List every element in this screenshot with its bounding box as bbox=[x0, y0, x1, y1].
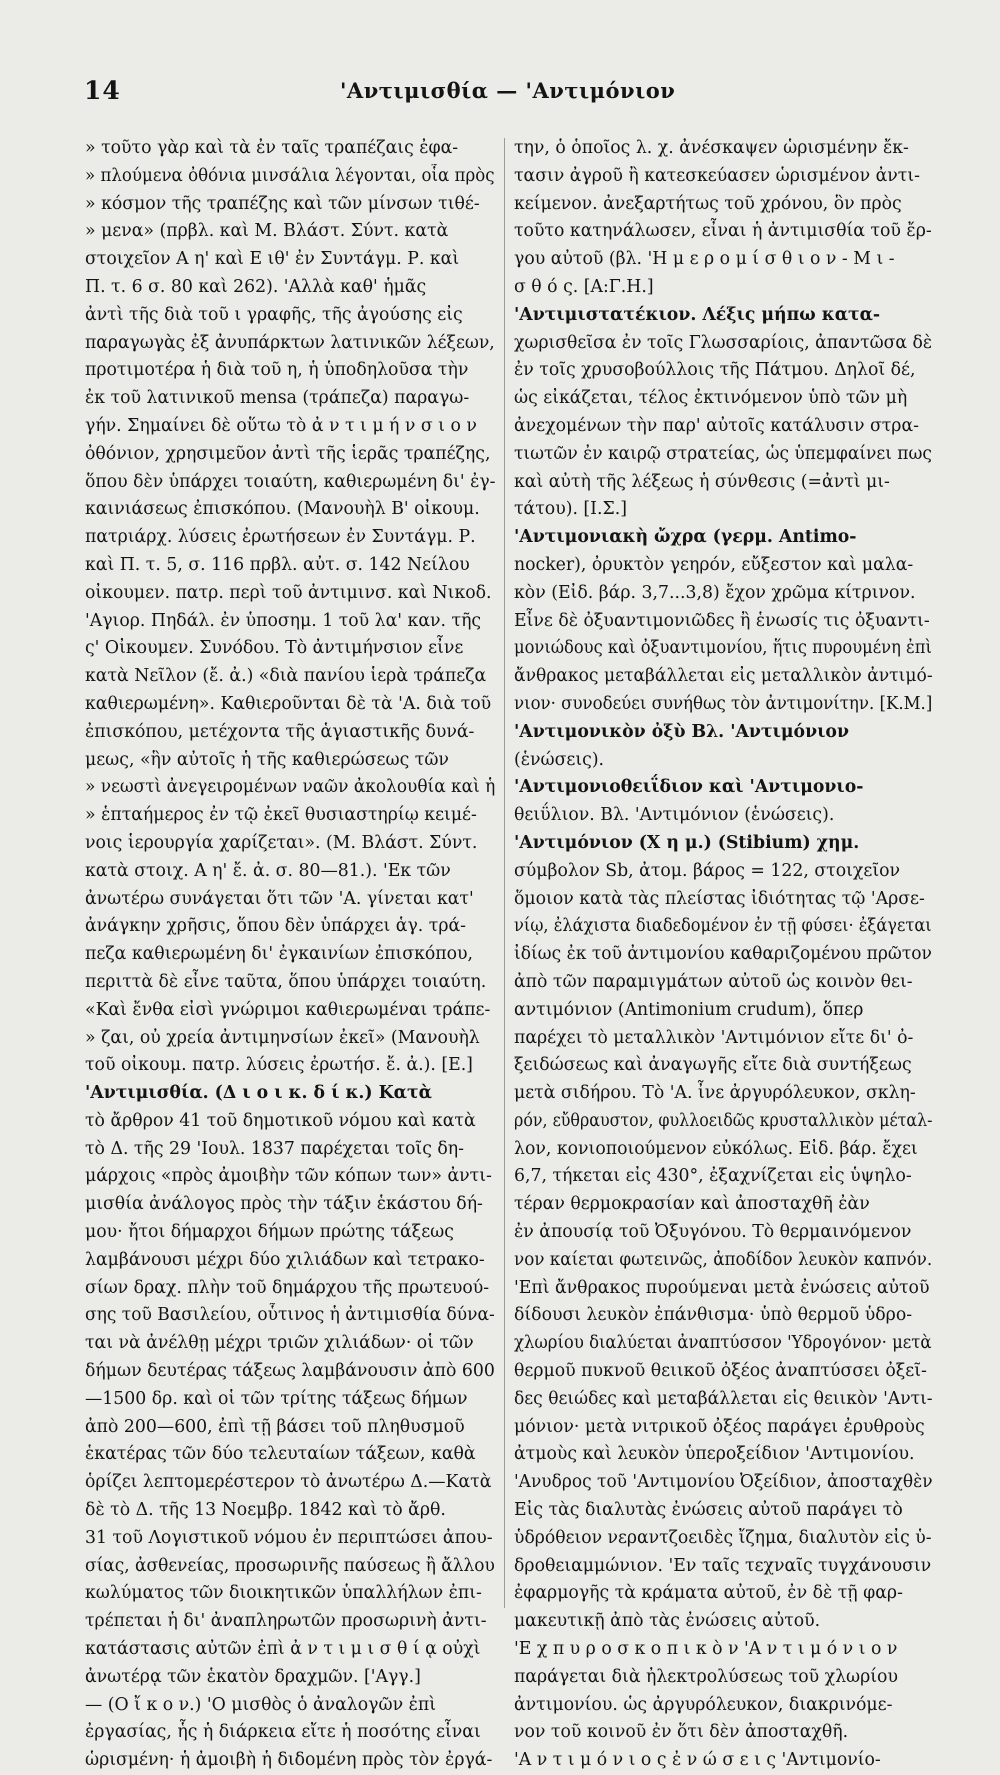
text-line: τασιν ἀγροῦ ἢ κατεσκεύασεν ὡρισμένον ἀντι- bbox=[514, 165, 920, 186]
text-line: 'Αντιμόνιον (Χ η μ.) (Stibium) χημ. bbox=[514, 832, 860, 853]
text-line: μετὰ σιδήρου. Τὸ 'Α. ἶνε ἀργυρόλευκον, σκλη- bbox=[514, 1083, 916, 1104]
text-line: μάρχοις «πρὸς ἀμοιβὴν τῶν κόπων των» ἀντι- bbox=[85, 1166, 492, 1187]
text-line: ὁρίζει λεπτομερέστερον τὸ ἀνωτέρω Δ.—Κατὰ bbox=[85, 1472, 492, 1493]
text-line: «Καὶ ἔνθα εἰσὶ γνώριμοι καθιερωμέναι τράπε- bbox=[85, 999, 491, 1020]
text-line: 'Αντιμονιοθειΐδιον καὶ 'Αντιμονιο- bbox=[514, 777, 864, 798]
text-line: καθιερωμένη». Καθιεροῦνται δὲ τὰ 'Α. διὰ τοῦ bbox=[85, 693, 492, 714]
text-line: παραγωγὰς ἐξ ἀνυπάρκτων λατινικῶν λέξεων, bbox=[85, 332, 495, 353]
text-line: πατριάρχ. λύσεις ἐρωτήσεων ἐν Συντάγμ. Ρ. bbox=[85, 527, 476, 548]
text-line: περιττὰ δὲ εἶνε ταῦτα, ὅπου ὑπάρχει τοιαύτη. bbox=[85, 971, 487, 992]
text-line: ἐργασίας, ἧς ἡ διάρκεια εἴτε ἡ ποσότης εἶναι bbox=[85, 1722, 481, 1743]
text-line: ἰδίως ἐκ τοῦ ἀντιμονίου καθαριζομένου πρῶτον bbox=[514, 944, 932, 965]
text-line: ἀντὶ τῆς διὰ τοῦ ι γραφῆς, τῆς ἀγούσης εἰς bbox=[85, 304, 463, 325]
text-line: θερμοῦ πυκνοῦ θειικοῦ ὀξέος ἀναπτύσσει ὀξεῖ- bbox=[514, 1361, 927, 1382]
right-column bbox=[514, 135, 933, 1771]
text-line: παράγεται διὰ ἠλεκτρολύσεως τοῦ χλωρίου bbox=[514, 1666, 898, 1687]
text-line: (ἑνώσεις). bbox=[514, 749, 605, 770]
text-line: ἀτμοὺς καὶ λευκὸν ὑπεροξείδιον 'Αντιμονίου. bbox=[514, 1444, 915, 1465]
text-line: μακευτικῇ ἀπὸ τὰς ἐνώσεις αὐτοῦ. bbox=[514, 1611, 821, 1632]
text-line: νον τοῦ κοινοῦ ἐν ὅτι δὲν ἀποσταχθῆ. bbox=[514, 1722, 849, 1743]
running-title: 'Αντιμισθία — 'Αντιμόνιον bbox=[340, 78, 676, 103]
text-line: δροθειαμμώνιον. 'Εν ταῖς τεχναῖς τυγχάνουσιν bbox=[514, 1555, 932, 1576]
text-line: ἀντιμονίου. ὡς ἀργυρόλευκον, διακρινόμε- bbox=[514, 1694, 893, 1715]
text-line: μεως, «ἣν αὐτοῖς ἡ τῆς καθιερώσεως τῶν bbox=[85, 749, 449, 770]
text-line: ἀνωτέρω συνάγεται ὅτι τῶν 'Α. γίνεται κατ' bbox=[85, 888, 474, 909]
text-line: δήμων δευτέρας τάξεως λαμβάνουσιν ἀπὸ 600 bbox=[85, 1361, 495, 1382]
text-line: κατάστασις αὐτῶν ἐπὶ ἀ ν τ ι μ ι σ θ ί ᾳ οὐχὶ bbox=[85, 1639, 481, 1660]
text-line: την, ὁ ὁποῖος λ. χ. ἀνέσκαψεν ὡρισμένην ἔκ- bbox=[514, 138, 909, 158]
text-line: σης τοῦ Βασιλείου, οὗτινος ἡ ἀντιμισθία δύνα- bbox=[85, 1305, 495, 1326]
text-line: σύμβολον Sb, ἀτομ. βάρος = 122, στοιχεῖον bbox=[514, 860, 901, 881]
text-line: 'Ε χ π υ ρ ο σ κ ο π ι κ ὸ ν 'Α ν τ ι μ ό ν ι ο ν bbox=[514, 1639, 898, 1660]
text-line: ται νὰ ἀνέλθῃ μέχρι τριῶν χιλιάδων· οἱ τῶν bbox=[85, 1333, 474, 1354]
text-line: κὸν (Εἰδ. βάρ. 3,7...3,8) ἔχον χρῶμα κίτρινον. bbox=[514, 582, 916, 603]
text-line: ἀνωτέρᾳ τῶν ἑκατὸν δραχμῶν. ['Αγγ.] bbox=[85, 1666, 421, 1687]
left-column bbox=[85, 135, 496, 1771]
text-line: ἑκατέρας τῶν δύο τελευταίων τάξεων, καθὰ bbox=[85, 1444, 476, 1465]
text-line: νοις ἱερουργία χαρίζεται». (Μ. Βλάστ. Σύντ. bbox=[85, 832, 478, 853]
text-line: καινιάσεως ἐπισκόπου. (Μανουὴλ Β' οἰκουμ. bbox=[85, 499, 480, 520]
text-line: » ζαι, οὐ χρεία ἀντιμηνσίων ἐκεῖ» (Μανουὴλ bbox=[85, 1027, 480, 1048]
text-line: κατὰ Νεῖλον (ἔ. ἀ.) «διὰ πανίου ἱερὰ τράπεζα bbox=[85, 666, 487, 687]
text-line: στοιχεῖον Α η' καὶ Ε ιθ' ἐν Συντάγμ. Ρ. καὶ bbox=[85, 249, 460, 270]
text-line: παρέχει τὸ μεταλλικὸν 'Αντιμόνιον εἴτε δι' ὀ- bbox=[514, 1027, 914, 1048]
text-line: Εἶνε δὲ ὀξυαντιμονιῶδες ἢ ἑνωσίς τις ὀξυαντι- bbox=[514, 610, 930, 631]
text-line: τὸ ἄρθρον 41 τοῦ δημοτικοῦ νόμου καὶ κατὰ bbox=[85, 1110, 476, 1131]
text-line: μισθία ἀνάλογος πρὸς τὴν τάξιν ἑκάστου δή- bbox=[85, 1194, 483, 1215]
text-line: σίας, ἀσθενείας, προσωρινῆς παύσεως ἢ ἄλλου bbox=[85, 1555, 495, 1576]
text-line: σίων δραχ. πλὴν τοῦ δημάρχου τῆς πρωτευού- bbox=[85, 1277, 490, 1298]
text-line: χλωρίου διαλύεται ἀναπτύσσον 'Υδρογόνον· μετὰ bbox=[514, 1333, 932, 1354]
text-line: — (Ο ἴ κ ο ν.) 'Ο μισθὸς ὁ ἀναλογῶν ἐπὶ bbox=[85, 1694, 436, 1715]
text-line: δες θειώδες καὶ μεταβάλλεται εἰς θειικὸν 'Αντι- bbox=[514, 1388, 933, 1409]
text-line: ξειδώσεως καὶ ἀναγωγῆς εἴτε διὰ συντήξεως bbox=[514, 1055, 912, 1076]
text-line: ἐν τοῖς χρυσοβούλλοις τῆς Πάτμου. Δηλοῖ δέ, bbox=[514, 360, 916, 381]
text-line: μου· ἤτοι δήμαρχοι δήμων πρώτης τάξεως bbox=[85, 1222, 454, 1243]
text-line: Εἰς τὰς διαλυτὰς ἐνώσεις αὐτοῦ παράγει τὸ bbox=[514, 1500, 903, 1521]
text-line: 6,7, τήκεται εἰς 430°, ἐξαχνίζεται εἰς ὑψηλο- bbox=[514, 1166, 912, 1187]
text-line: μονιώδους καὶ ὀξυαντιμονίου, ἥτις πυρουμένη ἐπὶ bbox=[514, 638, 932, 659]
text-line: 'Αντιμονικὸν ὀξὺ Βλ. 'Αντιμόνιον bbox=[514, 721, 849, 742]
text-line: » νεωστὶ ἀνεγειρομένων ναῶν ἀκολουθία καὶ ἡ bbox=[85, 777, 496, 798]
text-line: νον καίεται φωτεινῶς, ἀποδίδον λευκὸν καπνόν. bbox=[514, 1249, 933, 1270]
text-line: 'Ανυδρος τοῦ 'Αντιμονίου Ὀξείδιον, ἀποσταχθὲν bbox=[514, 1472, 933, 1493]
text-line: ἀνάγκην χρῆσις, ὅπου δὲν ὑπάρχει ἁγ. τρά- bbox=[85, 916, 466, 937]
text-line: ἀπὸ 200—600, ἐπὶ τῇ βάσει τοῦ πληθυσμοῦ bbox=[85, 1416, 465, 1437]
text-line: κωλύματος τῶν διοικητικῶν ὑπαλλήλων ἐπι- bbox=[85, 1583, 482, 1604]
text-line: τὸ Δ. τῆς 29 'Ιουλ. 1837 παρέχεται τοῖς δη- bbox=[85, 1138, 464, 1159]
text-line: 31 τοῦ Λογιστικοῦ νόμου ἐν περιπτώσει ἀπου- bbox=[85, 1527, 493, 1548]
text-line: νιον· συνοδεύει συνήθως τὸν ἀντιμονίτην. [Κ.Μ.] bbox=[514, 693, 933, 714]
text-line: τέραν θερμοκρασίαν καὶ ἀποσταχθῆ ἐὰν bbox=[514, 1194, 870, 1215]
page-number: 14 bbox=[84, 76, 121, 105]
column-divider bbox=[504, 138, 505, 1608]
text-line: » τοῦτο γὰρ καὶ τὰ ἐν ταῖς τραπέζαις ἐφα- bbox=[85, 138, 459, 158]
text-line: θειΰλιον. Βλ. 'Αντιμόνιον (ἑνώσεις). bbox=[514, 805, 835, 826]
text-line: ἐφαρμογῆς τὰ κράματα αὐτοῦ, ἐν δὲ τῇ φαρ- bbox=[514, 1583, 903, 1604]
text-line: προτιμοτέρα ἡ διὰ τοῦ η, ἡ ὑποδηλοῦσα τὴν bbox=[85, 360, 469, 381]
text-line: σ θ ό ς. [Α:Γ.Η.] bbox=[514, 276, 654, 297]
text-line: ὅπου δὲν ὑπάρχει τοιαύτη, καθιερωμένη δι' ἐγ- bbox=[85, 471, 496, 492]
text-line: καὶ αὐτὴ τῆς λέξεως ἡ σύνθεσις (=ἀντὶ μι- bbox=[514, 471, 890, 492]
page-header bbox=[0, 70, 1000, 120]
text-line: ὡς εἰκάζεται, τέλος ἐκτινόμενον ὑπὸ τῶν μὴ bbox=[514, 388, 908, 409]
text-line: 'Επὶ ἄνθρακος πυρούμεναι μετὰ ἐνώσεις αὐτοῦ bbox=[514, 1277, 930, 1298]
text-line: ἀνεχομένων τὴν παρ' αὐτοῖς κατάλυσιν στρα- bbox=[514, 415, 919, 436]
text-line: κατὰ στοιχ. Α η' ἔ. ἀ. σ. 80—81.). 'Εκ τῶν bbox=[85, 860, 451, 881]
text-line: ὅμοιον κατὰ τὰς πλείστας ἰδιότητας τῷ 'Αρσε- bbox=[514, 888, 925, 909]
text-line: nocker), ὀρυκτὸν γεηρόν, εὔξεστον καὶ μαλα- bbox=[514, 554, 914, 575]
text-line: ἐπισκόπου, μετέχοντα τῆς ἁγιαστικῆς δυνά- bbox=[85, 721, 475, 742]
text-line: » μενα» (πρβλ. καὶ Μ. Βλάστ. Σύντ. κατὰ bbox=[85, 221, 449, 242]
text-line: τοῦ οἰκουμ. πατρ. λύσεις ἐρωτήσ. ἔ. ἀ.). [Ε.] bbox=[85, 1055, 473, 1076]
text-line: τιωτῶν ἐν καιρῷ στρατείας, ὡς ὑπεμφαίνει πως bbox=[514, 443, 932, 464]
text-line: » κόσμον τῆς τραπέζης καὶ τῶν μίνσων τιθέ- bbox=[85, 193, 480, 214]
text-line: τρέπεται ἡ δι' ἀναπληρωτῶν προσωρινὴ ἀντι- bbox=[85, 1611, 487, 1632]
text-line: ἐν ἀπουσίᾳ τοῦ Ὀξυγόνου. Τὸ θερμαινόμενον bbox=[514, 1222, 912, 1243]
text-line: δίδουσι λευκὸν ἐπάνθισμα· ὑπὸ θερμοῦ ὑδρο- bbox=[514, 1305, 913, 1326]
text-line: 'Αντιμιστατέκιον. Λέξις μήπω κατα- bbox=[514, 304, 881, 325]
text-line: καὶ Π. τ. 5, σ. 116 πρβλ. αὐτ. σ. 142 Νείλου bbox=[85, 554, 470, 575]
text-line: νίῳ, ἐλάχιστα διαδεδομένον ἐν τῇ φύσει· ἐξάγεται bbox=[514, 916, 932, 937]
text-line: 'Α ν τ ι μ ό ν ι ο ς ἐ ν ώ σ ε ι ς 'Αντιμονίο- bbox=[514, 1750, 881, 1771]
text-line: ς' Οἰκουμεν. Συνόδου. Τὸ ἀντιμήνσιον εἶνε bbox=[85, 638, 464, 659]
text-line: 'Αντιμονιακὴ ὤχρα (γερμ. Antimo- bbox=[514, 527, 857, 548]
text-line: Π. τ. 6 σ. 80 καὶ 262). 'Αλλὰ καθ' ἡμᾶς bbox=[85, 276, 427, 297]
text-line: » ἑπταήμερος ἐν τῷ ἐκεῖ θυσιαστηρίῳ κειμέ- bbox=[85, 805, 477, 826]
text-line: ἐκ τοῦ λατινικοῦ mensa (τράπεζα) παραγω- bbox=[85, 388, 470, 409]
text-line: 'Αντιμισθία. (Δ ι ο ι κ. δ ί κ.) Κατὰ bbox=[85, 1083, 432, 1104]
text-line: κείμενον. ἀνεξαρτήτως τοῦ χρόνου, ὃν πρὸς bbox=[514, 193, 902, 214]
text-line: πεζα καθιερωμένη δι' ἐγκαινίων ἐπισκόπου, bbox=[85, 944, 474, 965]
text-line: 'Αγιορ. Πηδάλ. ἐν ὑποσημ. 1 τοῦ λα' καν. τῆς bbox=[85, 610, 482, 631]
text-line: λον, κονιοποιούμενον εὐκόλως. Εἰδ. βάρ. ἔχει bbox=[514, 1138, 918, 1159]
text-line: αντιμόνιον (Antimonium crudum), ὅπερ bbox=[514, 999, 864, 1020]
text-line: ὑδρόθειον νεραντζοειδὲς ἴζημα, διαλυτὸν εἰς ὑ- bbox=[514, 1527, 932, 1548]
text-line: ἀπὸ τῶν παραμιγμάτων αὐτοῦ ὡς κοινὸν θει- bbox=[514, 971, 913, 992]
text-line: χωρισθεῖσα ἐν τοῖς Γλωσσαρίοις, ἀπαντῶσα δὲ bbox=[514, 332, 933, 353]
text-line: » πλούμενα ὀθόνια μινσάλια λέγονται, οἷα πρὸς bbox=[85, 165, 495, 186]
text-line: λαμβάνουσι μέχρι δύο χιλιάδων καὶ τετρακο- bbox=[85, 1249, 485, 1270]
text-line: ἄνθρακος μεταβάλλεται εἰς μεταλλικὸν ἀντιμό- bbox=[514, 666, 933, 687]
text-line: τοῦτο κατηνάλωσεν, εἶναι ἡ ἀντιμισθία τοῦ ἔρ- bbox=[514, 221, 932, 242]
text-line: —1500 δρ. καὶ οἱ τῶν τρίτης τάξεως δήμων bbox=[85, 1388, 468, 1409]
text-line: μόνιον· μετὰ νιτρικοῦ ὀξέος παράγει ἐρυθροὺς bbox=[514, 1416, 925, 1437]
text-line: ὡρισμένη· ἡ ἀμοιβὴ ἡ διδομένη πρὸς τὸν ἐργά- bbox=[85, 1750, 493, 1771]
text-line: οἰκουμεν. πατρ. περὶ τοῦ ἀντιμινσ. καὶ Νικοδ. bbox=[85, 582, 492, 603]
text-line: δὲ τὸ Δ. τῆς 13 Νοεμβρ. 1842 καὶ τὸ ἄρθ. bbox=[85, 1500, 446, 1521]
text-line: ὀθόνιον, χρησιμεῦον ἀντὶ τῆς ἱερᾶς τραπέζης, bbox=[85, 443, 491, 464]
text-line: τάτου). [Ι.Σ.] bbox=[514, 499, 627, 520]
text-line: γήν. Σημαίνει δὲ οὕτω τὸ ἀ ν τ ι μ ή ν σ ι ο ν bbox=[85, 415, 477, 436]
text-line: γου αὐτοῦ (βλ. 'Η μ ε ρ ο μ ί σ θ ι ο ν - Μ ι - bbox=[514, 249, 895, 270]
text-line: ρόν, εὔθραυστον, φυλλοειδῶς κρυσταλλικὸν μέταλ- bbox=[514, 1110, 933, 1131]
